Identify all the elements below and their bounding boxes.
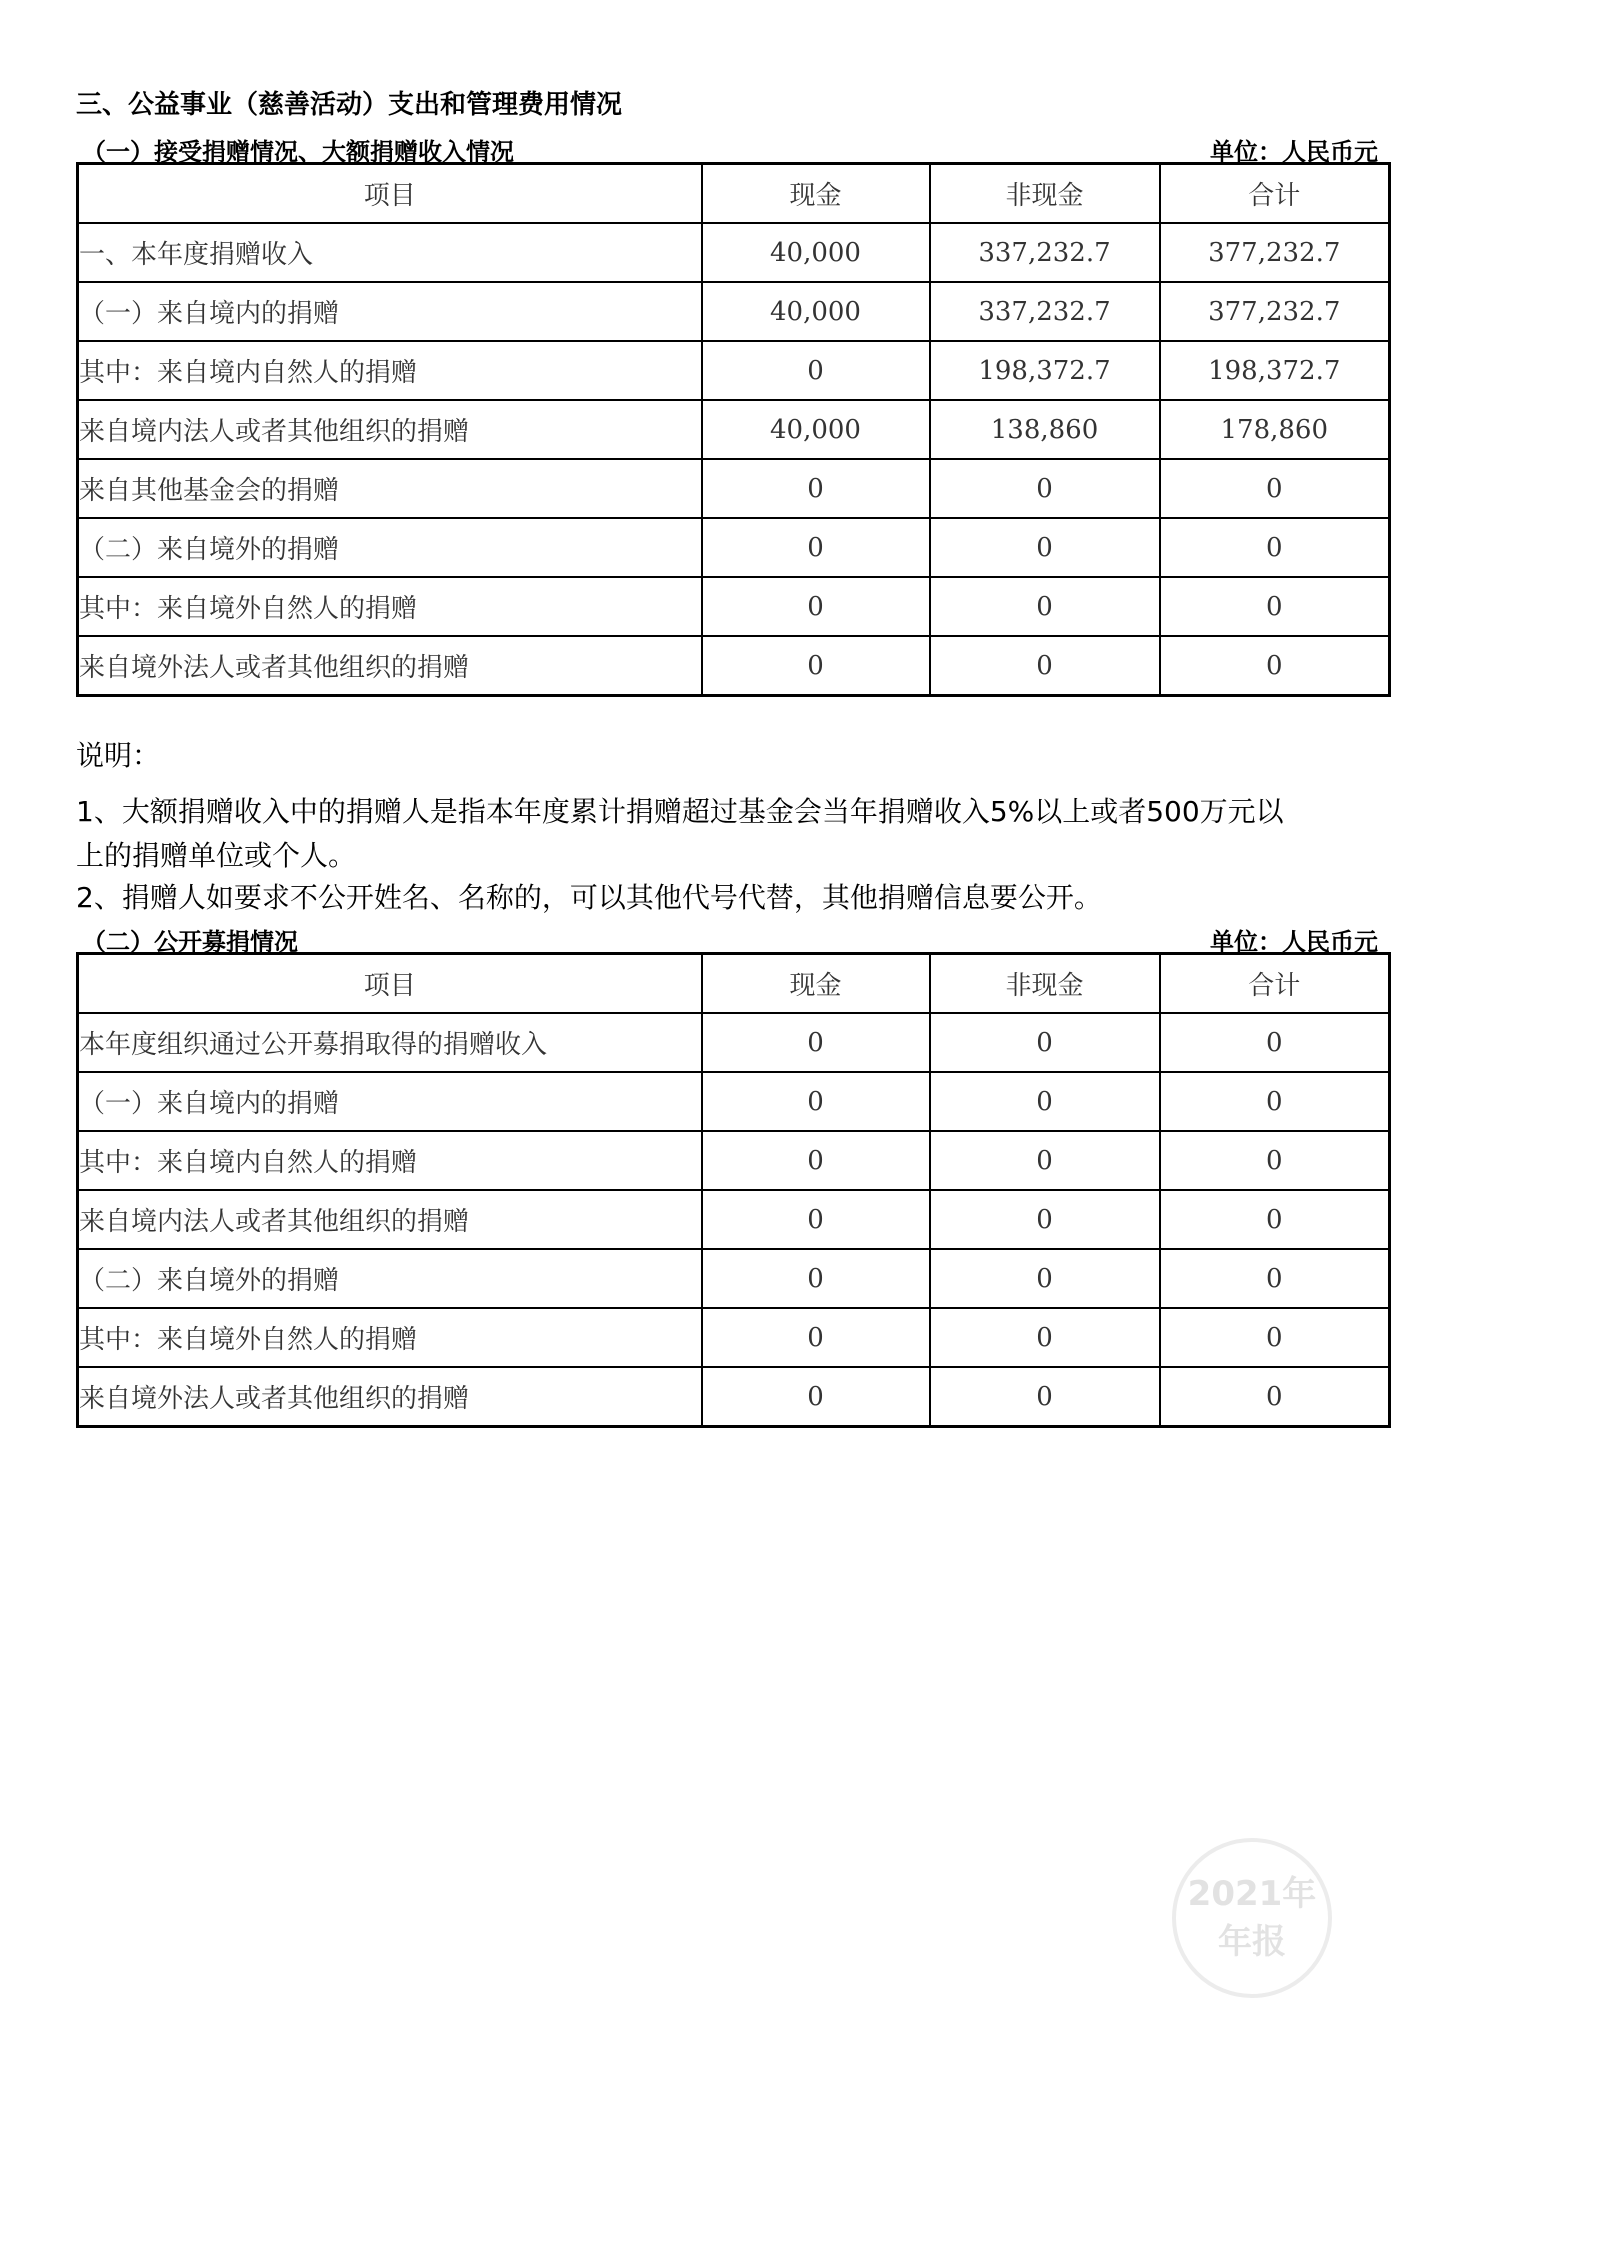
table-row	[78, 282, 1390, 341]
table-row	[78, 1131, 1390, 1190]
row-label: 来自境内法人或者其他组织的捐赠	[78, 1190, 702, 1249]
total-cell: 0	[1160, 1190, 1390, 1249]
row-label: 来自其他基金会的捐赠	[78, 459, 702, 518]
row-label: （二）来自境外的捐赠	[78, 518, 702, 577]
table-row	[78, 518, 1390, 577]
table-header-row	[78, 954, 1390, 1014]
total-cell: 0	[1160, 459, 1390, 518]
col-header-noncash: 非现金	[930, 954, 1160, 1014]
row-label: 来自境外法人或者其他组织的捐赠	[78, 1367, 702, 1427]
row-label: 其中：来自境内自然人的捐赠	[78, 341, 702, 400]
noncash-cell: 0	[930, 1367, 1160, 1427]
noncash-cell: 0	[930, 1131, 1160, 1190]
total-cell: 178,860	[1160, 400, 1390, 459]
total-cell: 0	[1160, 1249, 1390, 1308]
noncash-cell: 337,232.7	[930, 223, 1160, 282]
row-label: （一）来自境内的捐赠	[78, 1072, 702, 1131]
table1-heading: （一）接受捐赠情况、大额捐赠收入情况	[82, 138, 514, 166]
table-row	[78, 1190, 1390, 1249]
total-cell: 377,232.7	[1160, 282, 1390, 341]
cash-cell: 0	[702, 577, 930, 636]
note-line-1-cont: 上的捐赠单位或个人。	[76, 839, 357, 872]
stamp-year-text: 2021年	[1187, 1874, 1317, 1914]
col-header-cash: 现金	[702, 164, 930, 224]
noncash-cell: 0	[930, 1249, 1160, 1308]
total-cell: 0	[1160, 1131, 1390, 1190]
table-row	[78, 636, 1390, 696]
cash-cell: 40,000	[702, 400, 930, 459]
total-cell: 0	[1160, 1308, 1390, 1367]
stamp-report-text: 年报	[1218, 1922, 1286, 1962]
cash-cell: 40,000	[702, 282, 930, 341]
noncash-cell: 0	[930, 1308, 1160, 1367]
total-cell: 0	[1160, 518, 1390, 577]
total-cell: 0	[1160, 1367, 1390, 1427]
total-cell: 377,232.7	[1160, 223, 1390, 282]
row-label: 其中：来自境外自然人的捐赠	[78, 1308, 702, 1367]
table-header-row	[78, 164, 1390, 224]
noncash-cell: 138,860	[930, 400, 1160, 459]
table2-unit: 单位：人民币元	[1210, 928, 1378, 956]
cash-cell: 40,000	[702, 223, 930, 282]
row-label: 其中：来自境内自然人的捐赠	[78, 1131, 702, 1190]
col-header-cash: 现金	[702, 954, 930, 1014]
table-row	[78, 1013, 1390, 1072]
notes-title: 说明：	[76, 739, 161, 772]
row-label: 一、本年度捐赠收入	[78, 223, 702, 282]
table-row	[78, 459, 1390, 518]
cash-cell: 0	[702, 518, 930, 577]
table-row	[78, 1308, 1390, 1367]
total-cell: 0	[1160, 577, 1390, 636]
table1-unit: 单位：人民币元	[1210, 138, 1378, 166]
row-label: 本年度组织通过公开募捐取得的捐赠收入	[78, 1013, 702, 1072]
table2-heading: （二）公开募捐情况	[82, 928, 298, 956]
row-label: 来自境内法人或者其他组织的捐赠	[78, 400, 702, 459]
row-label: 来自境外法人或者其他组织的捐赠	[78, 636, 702, 696]
total-cell: 198,372.7	[1160, 341, 1390, 400]
noncash-cell: 0	[930, 1190, 1160, 1249]
public-fundraising-table	[76, 952, 1391, 1428]
noncash-cell: 0	[930, 577, 1160, 636]
noncash-cell: 0	[930, 1013, 1160, 1072]
cash-cell: 0	[702, 1367, 930, 1427]
annual-report-stamp	[1172, 1838, 1332, 1998]
noncash-cell: 0	[930, 518, 1160, 577]
note-line-1: 1、大额捐赠收入中的捐赠人是指本年度累计捐赠超过基金会当年捐赠收入5%以上或者500万元以	[76, 795, 1284, 828]
table-row	[78, 341, 1390, 400]
donation-income-table	[76, 162, 1391, 697]
row-label: （二）来自境外的捐赠	[78, 1249, 702, 1308]
cash-cell: 0	[702, 1190, 930, 1249]
cash-cell: 0	[702, 459, 930, 518]
table-row	[78, 223, 1390, 282]
row-label: 其中：来自境外自然人的捐赠	[78, 577, 702, 636]
col-header-item: 项目	[78, 164, 702, 224]
row-label: （一）来自境内的捐赠	[78, 282, 702, 341]
noncash-cell: 0	[930, 459, 1160, 518]
col-header-item: 项目	[78, 954, 702, 1014]
cash-cell: 0	[702, 1013, 930, 1072]
table-row	[78, 1072, 1390, 1131]
cash-cell: 0	[702, 1072, 930, 1131]
cash-cell: 0	[702, 1308, 930, 1367]
total-cell: 0	[1160, 1072, 1390, 1131]
col-header-total: 合计	[1160, 954, 1390, 1014]
cash-cell: 0	[702, 1249, 930, 1308]
noncash-cell: 198,372.7	[930, 341, 1160, 400]
cash-cell: 0	[702, 341, 930, 400]
cash-cell: 0	[702, 636, 930, 696]
noncash-cell: 0	[930, 636, 1160, 696]
col-header-total: 合计	[1160, 164, 1390, 224]
note-line-2: 2、捐赠人如要求不公开姓名、名称的，可以其他代号代替，其他捐赠信息要公开。	[76, 881, 1102, 914]
table-row	[78, 1249, 1390, 1308]
total-cell: 0	[1160, 1013, 1390, 1072]
cash-cell: 0	[702, 1131, 930, 1190]
total-cell: 0	[1160, 636, 1390, 696]
table-row	[78, 577, 1390, 636]
noncash-cell: 0	[930, 1072, 1160, 1131]
col-header-noncash: 非现金	[930, 164, 1160, 224]
noncash-cell: 337,232.7	[930, 282, 1160, 341]
section-title: 三、公益事业（慈善活动）支出和管理费用情况	[76, 90, 623, 120]
table-row	[78, 1367, 1390, 1427]
table-row	[78, 400, 1390, 459]
